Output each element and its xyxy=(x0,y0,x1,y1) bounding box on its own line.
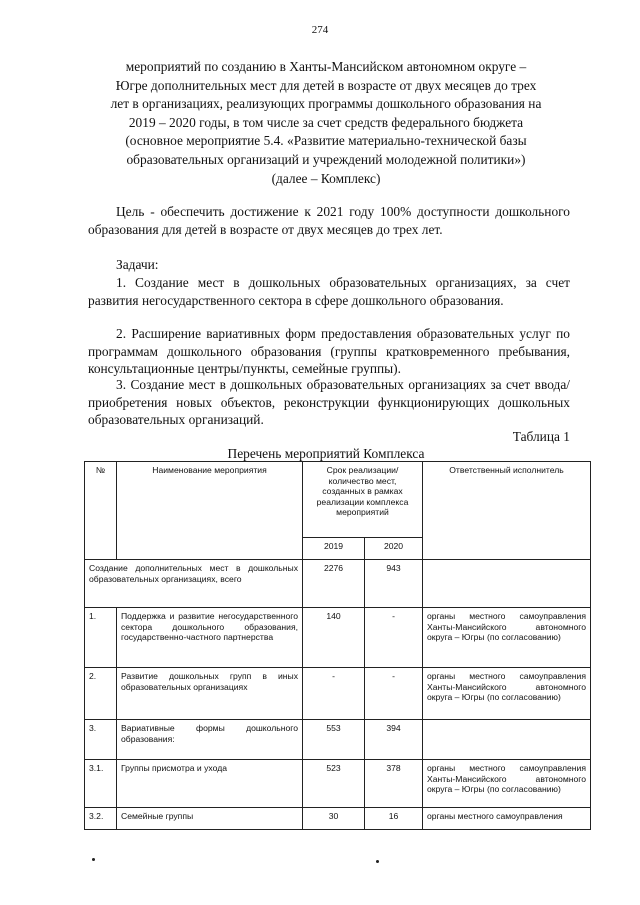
header-executor: Ответственный исполнитель xyxy=(423,462,591,560)
header-line: Югре дополнительных мест для детей в возрасте от двух месяцев до трех xyxy=(115,77,537,93)
task-item xyxy=(88,274,570,309)
table-label: Таблица 1 xyxy=(512,429,570,444)
scan-speck xyxy=(376,860,379,863)
table-row xyxy=(85,760,591,808)
measures-table xyxy=(84,461,591,830)
task-text: 3. Создание мест в дошкольных образовательных организациях за счет ввода/приобретения новых объектов, реконструкции функционирующих дошкольных образовательных организаций. xyxy=(88,377,570,428)
table-row xyxy=(85,608,591,668)
row-2019: - xyxy=(303,668,365,720)
header-term: Срок реализации/количество мест, созданных в рамках реализации комплекса мероприятий xyxy=(303,462,423,538)
row-2019: 553 xyxy=(303,720,365,760)
header-line: образовательных организаций и учреждений молодежной политики») xyxy=(126,151,526,167)
header-num: № xyxy=(85,462,117,560)
row-2020: - xyxy=(365,608,423,668)
total-name: Создание дополнительных мест в дошкольных образовательных организациях, всего xyxy=(85,560,303,608)
table-title: Перечень мероприятий Комплекса xyxy=(227,446,425,461)
total-executor xyxy=(423,560,591,608)
page-number: 274 xyxy=(311,24,329,36)
goal-text: Цель - обеспечить достижение к 2021 году 100% доступности дошкольного образования для детей в возрасте от двух месяцев до трех лет. xyxy=(88,204,570,237)
task-text: 1. Создание мест в дошкольных образовательных организациях, за счет развития негосударственного сектора в сфере дошкольного образования. xyxy=(88,275,570,308)
task-item xyxy=(88,376,570,429)
row-2019: 523 xyxy=(303,760,365,808)
total-2019: 2276 xyxy=(303,560,365,608)
row-2020: 16 xyxy=(365,808,423,830)
row-num: 2. xyxy=(85,668,117,720)
row-executor: органы местного самоуправления Ханты-Мансийского автономного округа – Югры (по согласованию) xyxy=(423,668,591,720)
scan-speck xyxy=(92,858,95,861)
row-num: 1. xyxy=(85,608,117,668)
row-2019: 30 xyxy=(303,808,365,830)
table-header-row xyxy=(85,462,591,538)
row-2020: 378 xyxy=(365,760,423,808)
total-2020: 943 xyxy=(365,560,423,608)
goal-paragraph xyxy=(88,203,570,238)
header-year-2020: 2020 xyxy=(365,538,423,560)
table-total-row xyxy=(85,560,591,608)
row-executor: органы местного самоуправления xyxy=(423,808,591,830)
header-line: лет в организациях, реализующих программы дошкольного образования на xyxy=(110,96,542,112)
row-2020: 394 xyxy=(365,720,423,760)
header-line: 2019 – 2020 годы, в том числе за счет средств федерального бюджета xyxy=(128,114,524,130)
row-num: 3.2. xyxy=(85,808,117,830)
row-executor xyxy=(423,720,591,760)
row-executor: органы местного самоуправления Ханты-Мансийского автономного округа – Югры (по согласованию) xyxy=(423,608,591,668)
row-num: 3. xyxy=(85,720,117,760)
row-2019: 140 xyxy=(303,608,365,668)
table-row xyxy=(85,808,591,830)
task-text: 2. Расширение вариативных форм предоставления образовательных услуг по программам дошкольного образования (группы кратковременного пребывания, консультационные центры/пункты, семейные группы). xyxy=(88,326,570,377)
row-name: Вариативные формы дошкольного образования: xyxy=(117,720,303,760)
row-name: Поддержка и развитие негосударственного сектора дошкольного образования, государственно-частного партнерства xyxy=(117,608,303,668)
header-line: (основное мероприятие 5.4. «Развитие материально-технической базы xyxy=(125,133,527,149)
row-name: Семейные группы xyxy=(117,808,303,830)
header-year-2019: 2019 xyxy=(303,538,365,560)
header-line: мероприятий по созданию в Ханты-Мансийском автономном округе – xyxy=(125,59,527,74)
document-header xyxy=(80,58,572,188)
row-name: Группы присмотра и ухода xyxy=(117,760,303,808)
header-line: (далее – Комплекс) xyxy=(271,170,381,186)
row-2020: - xyxy=(365,668,423,720)
row-name: Развитие дошкольных групп в иных образовательных организациях xyxy=(117,668,303,720)
row-executor: органы местного самоуправления Ханты-Мансийского автономного округа – Югры (по согласованию) xyxy=(423,760,591,808)
task-item xyxy=(88,325,570,378)
table-row xyxy=(85,668,591,720)
table-row xyxy=(85,720,591,760)
row-num: 3.1. xyxy=(85,760,117,808)
tasks-label: Задачи: xyxy=(116,257,159,272)
header-name: Наименование мероприятия xyxy=(117,462,303,560)
